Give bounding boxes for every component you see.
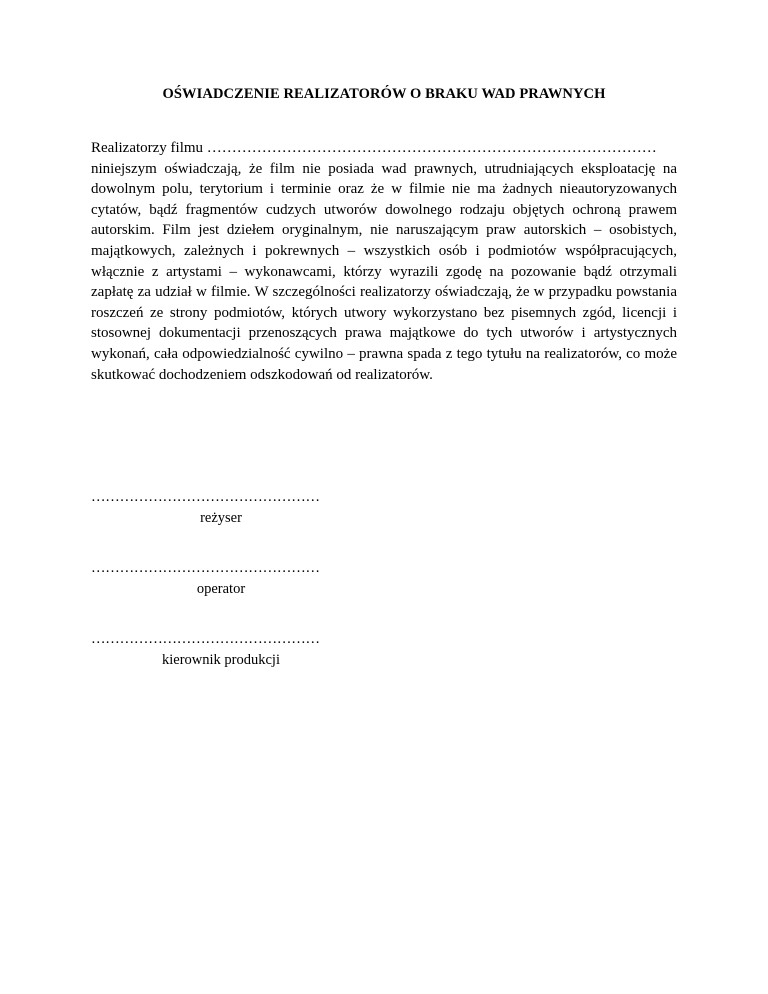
signature-role-label: kierownik produkcji (162, 652, 280, 668)
signature-director (91, 488, 351, 528)
signature-operator (91, 559, 351, 599)
signature-role-label: operator (196, 581, 246, 597)
declaration-paragraph: niniejszym oświadczają, że film nie posiada wad prawnych, utrudniających eksploatację na dowolnym polu, terytorium i terminie oraz że w filmie nie ma żadnych nieautoryzowanych cytatów, bądź fragmentów cudzych utworów dowolnego rodzaju objętych ochroną prawem autorskim. Film jest dziełem oryginalnym, nie naruszającym praw autorskich – osobistych, majątkowych, zależnych i pokrewnych – wszystkich osób i podmiotów współpracujących, włącznie z artystami – wykonawcami, którzy wyrazili zgodę na pozowanie bądź otrzymali zapłatę za udział w filmie. W szczególności realizatorzy oświadczają, że w przypadku powstania roszczeń ze strony podmiotów, których utwory wykorzystano bez pisemnych zgód, licencji i stosownej dokumentacji przenoszących prawa majątkowe do tych utworów i artystycznych wykonań, cała odpowiedzialność cywilno – prawna spada z tego tytułu na realizatorów, co może skutkować dochodzeniem odszkodowań od realizatorów. (91, 160, 677, 383)
signature-production-manager (91, 630, 351, 670)
declaration-body (91, 138, 677, 385)
film-title-line: Realizatorzy filmu ……………………………………………………………………………… (91, 140, 657, 156)
signature-line: ………………………………………… (91, 560, 320, 576)
signature-line: ………………………………………… (91, 489, 320, 505)
document-title: OŚWIADCZENIE REALIZATORÓW O BRAKU WAD PRAWNYCH (162, 86, 606, 102)
signature-line: ………………………………………… (91, 631, 320, 647)
signature-role-label: reżyser (200, 510, 242, 526)
